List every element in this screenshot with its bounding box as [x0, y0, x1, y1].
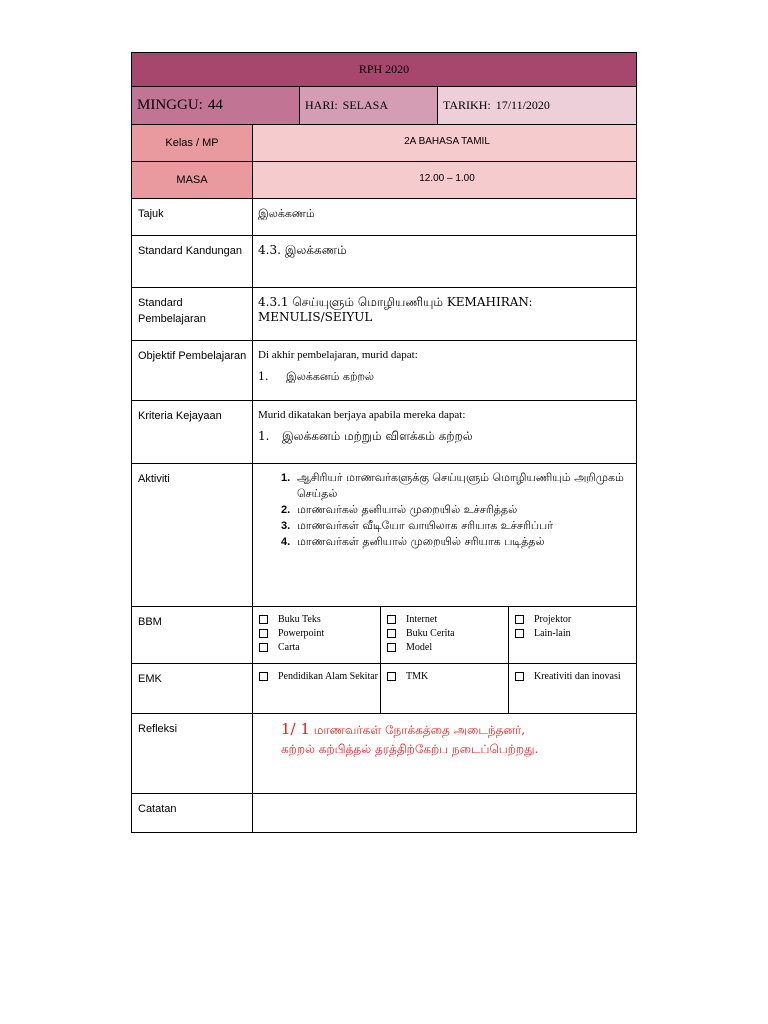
kelas-value: 2A BAHASA TAMIL — [253, 125, 636, 161]
emk-label: EMK — [132, 664, 253, 713]
tarikh-label: TARIKH: — [443, 98, 491, 112]
checkbox-carta[interactable]: Carta — [259, 641, 380, 655]
aktiviti-row — [132, 464, 636, 607]
checkbox-icon — [515, 615, 524, 624]
bbm-label: BBM — [132, 607, 253, 663]
emk-col-3 — [509, 664, 636, 713]
hari-cell — [300, 87, 438, 124]
checkbox-icon — [515, 629, 524, 638]
kriteria-item — [258, 429, 636, 444]
list-item: 1. ஆசிரியர் மாணவர்களுக்கு செய்யுளும் மொழியணியும் அறிமுகம் செய்தல் — [281, 471, 624, 500]
bbm-col-2 — [381, 607, 509, 663]
refleksi-count: 1/ 1 — [281, 720, 310, 738]
objektif-label: Objektif Pembelajaran — [132, 341, 253, 400]
refleksi-value — [253, 714, 636, 793]
emk-col-2 — [381, 664, 509, 713]
emk-options — [253, 664, 636, 713]
bbm-options — [253, 607, 636, 663]
tarikh-cell — [438, 87, 636, 124]
masa-label: MASA — [132, 162, 253, 198]
catatan-label: Catatan — [132, 794, 253, 832]
checkbox-icon — [259, 629, 268, 638]
tajuk-label: Tajuk — [132, 199, 253, 235]
checkbox-icon — [515, 672, 524, 681]
minggu-value: 44 — [207, 97, 223, 113]
catatan-value[interactable] — [253, 794, 636, 832]
minggu-label: MINGGU: — [137, 97, 203, 113]
objektif-item-text: இலக்கனம் கற்றல் — [286, 370, 375, 383]
hari-value: SELASA — [342, 98, 389, 112]
tajuk-row — [132, 199, 636, 236]
bbm-col-3 — [509, 607, 636, 663]
emk-col-1 — [253, 664, 381, 713]
kriteria-label: Kriteria Kejayaan — [132, 401, 253, 463]
refleksi-line-1: 1/ 1 மாணவர்கள் நோக்கத்தை அடைந்தனர், — [281, 720, 526, 738]
checkbox-powerpoint[interactable]: Powerpoint — [259, 627, 380, 641]
objektif-item — [258, 369, 636, 384]
hari-label: HARI: — [305, 98, 338, 112]
checkbox-tmk[interactable]: TMK — [387, 670, 508, 684]
checkbox-icon — [259, 643, 268, 652]
kelas-row — [132, 125, 636, 162]
checkbox-icon — [387, 615, 396, 624]
kriteria-value — [253, 401, 636, 463]
rph-table — [131, 52, 637, 833]
masa-row — [132, 162, 636, 199]
bbm-row — [132, 607, 636, 664]
kriteria-row — [132, 401, 636, 464]
checkbox-icon — [387, 643, 396, 652]
kelas-label: Kelas / MP — [132, 125, 253, 161]
checkbox-internet[interactable]: Internet — [387, 613, 508, 627]
checkbox-pendidikan-alam-sekitar[interactable]: Pendidikan Alam Sekitar — [259, 670, 380, 684]
refleksi-label: Refleksi — [132, 714, 253, 793]
checkbox-lain-lain[interactable]: Lain-lain — [515, 627, 636, 641]
checkbox-projektor[interactable]: Projektor — [515, 613, 636, 627]
checkbox-model[interactable]: Model — [387, 641, 508, 655]
meta-row — [132, 87, 636, 125]
objektif-row — [132, 341, 636, 401]
checkbox-kreativiti[interactable]: Kreativiti dan inovasi — [515, 670, 636, 684]
checkbox-icon — [387, 672, 396, 681]
tarikh-value: 17/11/2020 — [495, 98, 550, 112]
standard-pembelajaran-label: Standard Pembelajaran — [132, 288, 253, 340]
tajuk-value: இலக்கணம் — [258, 207, 315, 220]
list-item: 4. மாணவர்கள் தனியால் முறையில் சரியாக படித்தல் — [281, 535, 545, 548]
kriteria-item-text: இலக்கனம் மற்றும் விளக்கம் கற்றல் — [282, 429, 473, 443]
objektif-value — [253, 341, 636, 400]
kriteria-item-num: 1. — [258, 429, 270, 443]
aktiviti-list — [253, 464, 636, 550]
masa-value: 12.00 – 1.00 — [253, 162, 636, 198]
checkbox-icon — [259, 615, 268, 624]
aktiviti-value — [253, 464, 636, 606]
checkbox-buku-cerita[interactable]: Buku Cerita — [387, 627, 508, 641]
objektif-intro: Di akhir pembelajaran, murid dapat: — [258, 349, 418, 361]
list-item: 2. மாணவர்கல் தனியால் முறையில் உச்சரித்தல் — [281, 503, 518, 516]
catatan-row — [132, 794, 636, 833]
rph-title: RPH 2020 — [132, 53, 636, 87]
standard-kandungan-value: 4.3. இலக்கணம் — [258, 243, 347, 257]
refleksi-row — [132, 714, 636, 794]
checkbox-buku-teks[interactable]: Buku Teks — [259, 613, 380, 627]
kriteria-intro: Murid dikatakan berjaya apabila mereka dapat: — [258, 409, 466, 421]
standard-kandungan-row — [132, 236, 636, 288]
standard-pembelajaran-row — [132, 288, 636, 341]
objektif-item-num: 1. — [258, 370, 269, 383]
standard-pembelajaran-value: 4.3.1 செய்யுளும் மொழியணியும் KEMAHIRAN: MENULIS/SEIYUL — [258, 295, 533, 324]
bbm-col-1 — [253, 607, 381, 663]
checkbox-icon — [259, 672, 268, 681]
standard-kandungan-label: Standard Kandungan — [132, 236, 253, 287]
list-item: 3. மாணவர்கள் வீடியோ வாயிலாக சரியாக உச்சரிப்பர் — [281, 519, 553, 532]
minggu-cell — [132, 87, 300, 124]
refleksi-line-2: கற்றல் கற்பித்தல் தரத்திற்கேற்ப நடைப்பெற்றது. — [281, 742, 539, 756]
emk-row — [132, 664, 636, 714]
aktiviti-label: Aktiviti — [132, 464, 253, 606]
checkbox-icon — [387, 629, 396, 638]
